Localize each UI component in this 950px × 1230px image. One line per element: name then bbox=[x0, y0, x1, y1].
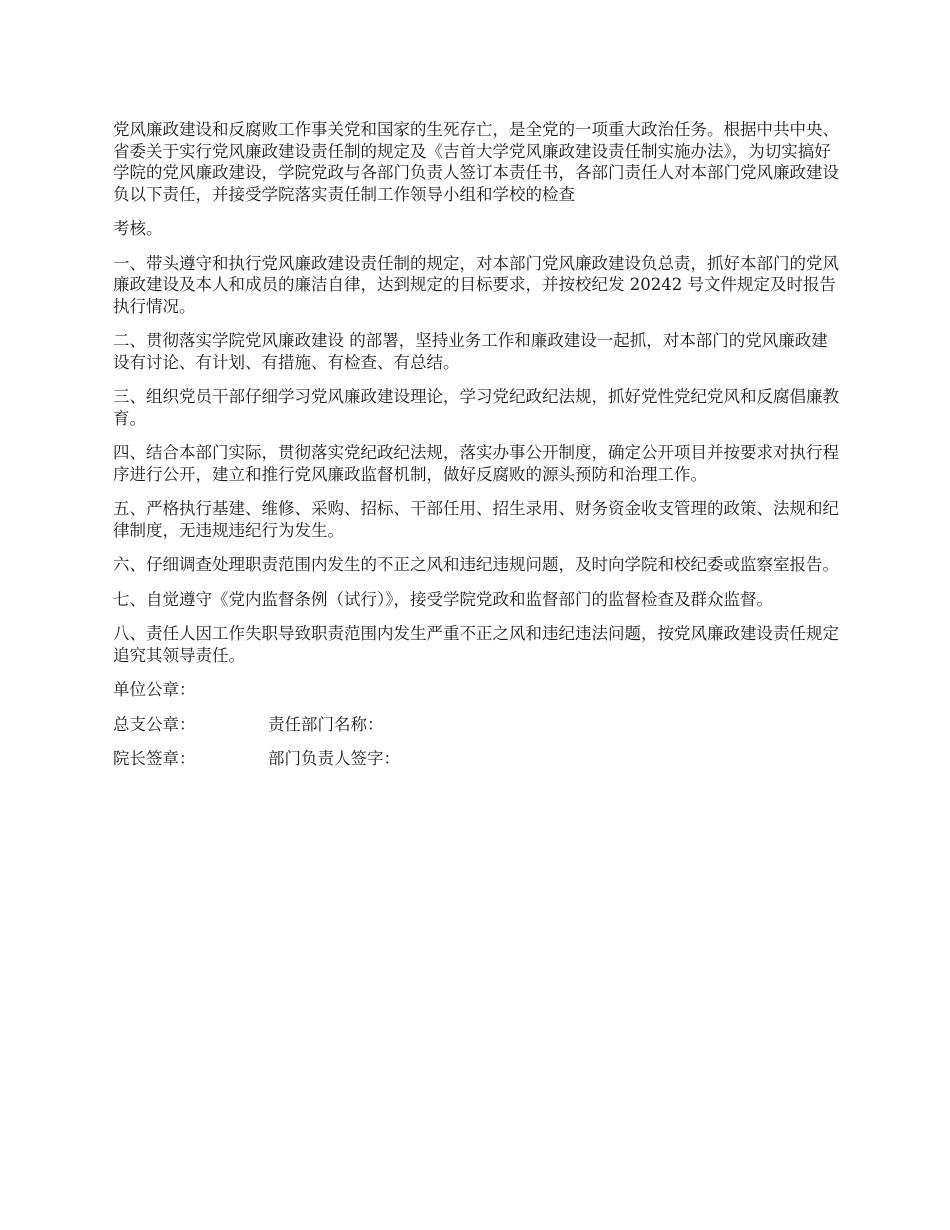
branch-seal-row bbox=[113, 714, 843, 736]
dept-name-label: 责任部门名称： bbox=[268, 714, 384, 734]
item-1-paragraph: 一、带头遵守和执行党风廉政建设责任制的规定，对本部门党风廉政建设负总责，抓好本部门的党风廉政建设及本人和成员的廉洁自律，达到规定的目标要求，并按校纪发 20242 号文件规定及时报告执行情况。 bbox=[113, 253, 839, 316]
branch-seal-label: 总支公章： bbox=[113, 714, 196, 734]
item-5-paragraph: 五、严格执行基建、维修、采购、招标、干部任用、招生录用、财务资金收支管理的政策、法规和纪律制度，无违规违纪行为发生。 bbox=[113, 499, 839, 540]
intro-paragraph: 党风廉政建设和反腐败工作事关党和国家的生死存亡，是全党的一项重大政治任务。根据中共中央、省委关于实行党风廉政建设责任制的规定及《吉首大学党风廉政建设责任制实施办法》，为切实搞好学院的党风廉政建设，学院党政与各部门负责人签订本责任书，各部门责任人对本部门党风廉政建设负以下责任，并接受学院落实责任制工作领导小组和学校的检查 bbox=[113, 120, 839, 204]
unit-seal-row bbox=[113, 679, 843, 701]
document-body bbox=[113, 119, 843, 783]
unit-seal-label: 单位公章： bbox=[113, 680, 196, 699]
item-2-paragraph: 二、贯彻落实学院党风廉政建设 的部署，坚持业务工作和廉政建设一起抓，对本部门的党风廉政建设有讨论、有计划、有措施、有检查、有总结。 bbox=[113, 331, 828, 372]
intro-tail-paragraph: 考核。 bbox=[113, 219, 163, 238]
item-8-paragraph: 八、责任人因工作失职导致职责范围内发生严重不正之风和违纪违法问题，按党风廉政建设责任规定追究其领导责任。 bbox=[113, 624, 839, 665]
item-4-paragraph: 四、结合本部门实际，贯彻落实党纪政纪法规，落实办事公开制度，确定公开项目并按要求对执行程序进行公开，建立和推行党风廉政监督机制，做好反腐败的源头预防和治理工作。 bbox=[113, 443, 839, 484]
head-sign-label: 部门负责人签字： bbox=[268, 749, 400, 768]
dean-sign-row bbox=[113, 748, 843, 770]
item-7-paragraph: 七、自觉遵守《党内监督条例（试行）》，接受学院党政和监督部门的监督检查及群众监督。 bbox=[113, 589, 773, 609]
item-6-paragraph: 六、仔细调查处理职责范围内发生的不正之风和违纪违规问题，及时向学院和校纪委或监察室报告。 bbox=[113, 555, 839, 574]
item-3-paragraph: 三、组织党员干部仔细学习党风廉政建设理论，学习党纪政纪法规，抓好党性党纪党风和反腐倡廉教育。 bbox=[113, 387, 839, 428]
dean-sign-label: 院长签章： bbox=[113, 749, 196, 768]
